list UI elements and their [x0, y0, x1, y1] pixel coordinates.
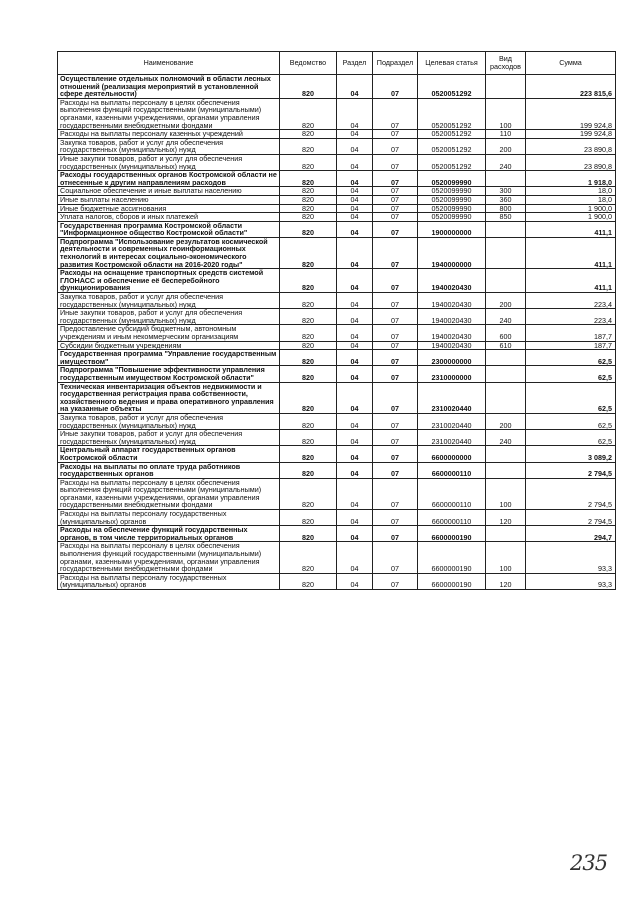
row-vedomstvo: 820 — [280, 413, 337, 429]
table-row — [58, 341, 616, 350]
row-summa: 18,0 — [526, 187, 616, 196]
table-row — [58, 462, 616, 478]
row-podrazdel: 07 — [373, 195, 418, 204]
row-vedomstvo: 820 — [280, 382, 337, 413]
row-summa: 62,5 — [526, 413, 616, 429]
table-row — [58, 413, 616, 429]
row-tselevaya-statya: 0520051292 — [418, 130, 486, 139]
row-vid-raskhodov — [486, 382, 526, 413]
row-razdel: 04 — [337, 478, 373, 509]
row-vedomstvo: 820 — [280, 213, 337, 222]
row-summa: 93,3 — [526, 542, 616, 573]
row-name: Предоставление субсидий бюджетным, автономным учреждениям и иным некоммерческим организациям — [58, 325, 280, 341]
row-summa: 1 918,0 — [526, 171, 616, 187]
row-razdel: 04 — [337, 510, 373, 526]
row-podrazdel: 07 — [373, 382, 418, 413]
row-name: Осуществление отдельных полномочий в области лесных отношений (реализация мероприятий в установленной сфере деятельности) — [58, 75, 280, 99]
row-razdel: 04 — [337, 187, 373, 196]
row-vid-raskhodov: 200 — [486, 293, 526, 309]
row-podrazdel: 07 — [373, 430, 418, 446]
row-razdel: 04 — [337, 413, 373, 429]
row-vid-raskhodov — [486, 446, 526, 462]
table-row — [58, 382, 616, 413]
row-podrazdel: 07 — [373, 98, 418, 129]
row-razdel: 04 — [337, 269, 373, 293]
row-razdel: 04 — [337, 293, 373, 309]
row-razdel: 04 — [337, 542, 373, 573]
row-razdel: 04 — [337, 341, 373, 350]
row-vedomstvo: 820 — [280, 269, 337, 293]
table-row — [58, 237, 616, 268]
table-row — [58, 138, 616, 154]
table-row — [58, 573, 616, 589]
page-number-text: 235 — [570, 851, 608, 875]
row-razdel: 04 — [337, 446, 373, 462]
row-vid-raskhodov — [486, 237, 526, 268]
row-razdel: 04 — [337, 430, 373, 446]
row-tselevaya-statya: 0520099990 — [418, 187, 486, 196]
row-podrazdel: 07 — [373, 293, 418, 309]
row-summa: 3 089,2 — [526, 446, 616, 462]
table-row — [58, 325, 616, 341]
row-podrazdel: 07 — [373, 325, 418, 341]
row-summa: 62,5 — [526, 366, 616, 382]
row-name: Расходы на обеспечение функций государственных органов, в том числе территориальных органов — [58, 526, 280, 542]
row-name: Расходы на выплаты по оплате труда работников государственных органов — [58, 462, 280, 478]
row-tselevaya-statya: 6600000190 — [418, 526, 486, 542]
row-razdel: 04 — [337, 75, 373, 99]
table-row — [58, 542, 616, 573]
row-vid-raskhodov: 100 — [486, 478, 526, 509]
row-vedomstvo: 820 — [280, 542, 337, 573]
row-podrazdel: 07 — [373, 237, 418, 268]
row-name: Уплата налогов, сборов и иных платежей — [58, 213, 280, 222]
row-vid-raskhodov: 120 — [486, 510, 526, 526]
row-tselevaya-statya: 0520099990 — [418, 171, 486, 187]
row-razdel: 04 — [337, 325, 373, 341]
row-name: Расходы государственных органов Костромской области не отнесенные к другим направлениям расходов — [58, 171, 280, 187]
row-vid-raskhodov — [486, 526, 526, 542]
row-name: Расходы на оснащение транспортных средств системой ГЛОНАСС и обеспечение её бесперебойного функционирования — [58, 269, 280, 293]
row-podrazdel: 07 — [373, 130, 418, 139]
row-tselevaya-statya: 1940000000 — [418, 237, 486, 268]
row-razdel: 04 — [337, 526, 373, 542]
row-podrazdel: 07 — [373, 462, 418, 478]
row-podrazdel: 07 — [373, 446, 418, 462]
header-summa: Сумма — [526, 52, 616, 75]
row-tselevaya-statya: 0520099990 — [418, 204, 486, 213]
row-vedomstvo: 820 — [280, 154, 337, 170]
row-summa: 2 794,5 — [526, 478, 616, 509]
table-row — [58, 221, 616, 237]
row-name: Иные закупки товаров, работ и услуг для обеспечения государственных (муниципальных) нужд — [58, 430, 280, 446]
row-podrazdel: 07 — [373, 204, 418, 213]
row-name: Субсидии бюджетным учреждениям — [58, 341, 280, 350]
row-tselevaya-statya: 6600000190 — [418, 573, 486, 589]
row-vedomstvo: 820 — [280, 446, 337, 462]
row-vedomstvo: 820 — [280, 293, 337, 309]
row-summa: 62,5 — [526, 350, 616, 366]
row-tselevaya-statya: 0520099990 — [418, 213, 486, 222]
row-vid-raskhodov — [486, 366, 526, 382]
row-vid-raskhodov: 110 — [486, 130, 526, 139]
row-name: Иные бюджетные ассигнования — [58, 204, 280, 213]
row-razdel: 04 — [337, 138, 373, 154]
row-tselevaya-statya: 2310020440 — [418, 382, 486, 413]
row-vedomstvo: 820 — [280, 478, 337, 509]
row-tselevaya-statya: 1940020430 — [418, 293, 486, 309]
budget-table-sheet — [57, 51, 615, 590]
row-tselevaya-statya: 1940020430 — [418, 341, 486, 350]
row-tselevaya-statya: 1940020430 — [418, 325, 486, 341]
table-row — [58, 510, 616, 526]
row-razdel: 04 — [337, 130, 373, 139]
row-vedomstvo: 820 — [280, 138, 337, 154]
row-tselevaya-statya: 6600000110 — [418, 510, 486, 526]
row-razdel: 04 — [337, 221, 373, 237]
table-row — [58, 75, 616, 99]
row-vid-raskhodov: 240 — [486, 430, 526, 446]
row-name: Социальное обеспечение и иные выплаты населению — [58, 187, 280, 196]
row-tselevaya-statya: 0520051292 — [418, 138, 486, 154]
table-row — [58, 269, 616, 293]
row-vedomstvo: 820 — [280, 204, 337, 213]
row-summa: 199 924,8 — [526, 130, 616, 139]
row-vid-raskhodov: 100 — [486, 98, 526, 129]
row-summa: 187,7 — [526, 341, 616, 350]
row-tselevaya-statya: 1940020430 — [418, 269, 486, 293]
table-row — [58, 187, 616, 196]
row-vedomstvo: 820 — [280, 195, 337, 204]
row-vedomstvo: 820 — [280, 510, 337, 526]
row-razdel: 04 — [337, 237, 373, 268]
row-podrazdel: 07 — [373, 542, 418, 573]
row-name: Закупка товаров, работ и услуг для обеспечения государственных (муниципальных) нужд — [58, 293, 280, 309]
row-name: Подпрограмма "Повышение эффективности управления государственным имуществом Костромской области" — [58, 366, 280, 382]
row-summa: 1 900,0 — [526, 213, 616, 222]
row-razdel: 04 — [337, 462, 373, 478]
table-row — [58, 526, 616, 542]
row-podrazdel: 07 — [373, 526, 418, 542]
row-tselevaya-statya: 6600000190 — [418, 542, 486, 573]
row-podrazdel: 07 — [373, 269, 418, 293]
row-razdel: 04 — [337, 204, 373, 213]
row-razdel: 04 — [337, 171, 373, 187]
row-vid-raskhodov: 120 — [486, 573, 526, 589]
row-vid-raskhodov — [486, 221, 526, 237]
row-name: Иные выплаты населению — [58, 195, 280, 204]
row-tselevaya-statya: 6600000000 — [418, 446, 486, 462]
row-name: Расходы на выплаты персоналу в целях обеспечения выполнения функций государственными (муниципальными) органами, казенными учреждениями, органами управления государственными внебюджетными фондами — [58, 98, 280, 129]
header-vid-raskhodov: Вид расходов — [486, 52, 526, 75]
row-vedomstvo: 820 — [280, 325, 337, 341]
row-tselevaya-statya: 1900000000 — [418, 221, 486, 237]
row-podrazdel: 07 — [373, 187, 418, 196]
row-podrazdel: 07 — [373, 154, 418, 170]
row-summa: 2 794,5 — [526, 462, 616, 478]
row-vid-raskhodov: 360 — [486, 195, 526, 204]
table-row — [58, 293, 616, 309]
row-vid-raskhodov: 300 — [486, 187, 526, 196]
header-podrazdel: Подраздел — [373, 52, 418, 75]
row-vid-raskhodov: 200 — [486, 413, 526, 429]
row-summa: 62,5 — [526, 430, 616, 446]
table-row — [58, 130, 616, 139]
row-summa: 23 890,8 — [526, 138, 616, 154]
row-name: Техническая инвентаризация объектов недвижимости и государственная регистрация права собственности, хозяйственного ведения и права оперативного управления на указанные объекты — [58, 382, 280, 413]
row-summa: 62,5 — [526, 382, 616, 413]
table-row — [58, 430, 616, 446]
table-row — [58, 478, 616, 509]
row-vid-raskhodov: 100 — [486, 542, 526, 573]
row-summa: 187,7 — [526, 325, 616, 341]
row-podrazdel: 07 — [373, 171, 418, 187]
row-vedomstvo: 820 — [280, 430, 337, 446]
row-podrazdel: 07 — [373, 510, 418, 526]
row-tselevaya-statya: 6600000110 — [418, 462, 486, 478]
row-vedomstvo: 820 — [280, 526, 337, 542]
row-vedomstvo: 820 — [280, 350, 337, 366]
row-summa: 223 815,6 — [526, 75, 616, 99]
row-vid-raskhodov: 850 — [486, 213, 526, 222]
header-razdel: Раздел — [337, 52, 373, 75]
row-summa: 223,4 — [526, 309, 616, 325]
row-tselevaya-statya: 0520051292 — [418, 154, 486, 170]
row-summa: 411,1 — [526, 269, 616, 293]
row-vedomstvo: 820 — [280, 462, 337, 478]
row-vid-raskhodov — [486, 462, 526, 478]
row-vedomstvo: 820 — [280, 171, 337, 187]
table-row — [58, 171, 616, 187]
row-name: Расходы на выплаты персоналу государственных (муниципальных) органов — [58, 510, 280, 526]
row-vedomstvo: 820 — [280, 366, 337, 382]
row-summa: 411,1 — [526, 237, 616, 268]
row-vid-raskhodov — [486, 75, 526, 99]
row-name: Иные закупки товаров, работ и услуг для обеспечения государственных (муниципальных) нужд — [58, 309, 280, 325]
table-row — [58, 350, 616, 366]
row-name: Закупка товаров, работ и услуг для обеспечения государственных (муниципальных) нужд — [58, 138, 280, 154]
table-row — [58, 195, 616, 204]
row-name: Иные закупки товаров, работ и услуг для обеспечения государственных (муниципальных) нужд — [58, 154, 280, 170]
row-name: Расходы на выплаты персоналу государственных (муниципальных) органов — [58, 573, 280, 589]
handwritten-page-number — [570, 851, 618, 877]
row-tselevaya-statya: 2310020440 — [418, 413, 486, 429]
table-row — [58, 366, 616, 382]
row-vid-raskhodov — [486, 171, 526, 187]
row-tselevaya-statya: 0520099990 — [418, 195, 486, 204]
row-vedomstvo: 820 — [280, 98, 337, 129]
row-vedomstvo: 820 — [280, 237, 337, 268]
table-row — [58, 446, 616, 462]
row-tselevaya-statya: 2310020440 — [418, 430, 486, 446]
row-podrazdel: 07 — [373, 213, 418, 222]
budget-table — [57, 51, 616, 590]
row-podrazdel: 07 — [373, 138, 418, 154]
row-name: Расходы на выплаты персоналу в целях обеспечения выполнения функций государственными (муниципальными) органами, казенными учреждениями, органами управления государственными внебюджетными фондами — [58, 478, 280, 509]
row-razdel: 04 — [337, 573, 373, 589]
row-podrazdel: 07 — [373, 341, 418, 350]
row-summa: 23 890,8 — [526, 154, 616, 170]
row-podrazdel: 07 — [373, 413, 418, 429]
header-tselevaya-statya: Целевая статья — [418, 52, 486, 75]
row-vedomstvo: 820 — [280, 187, 337, 196]
row-razdel: 04 — [337, 154, 373, 170]
row-podrazdel: 07 — [373, 366, 418, 382]
row-vid-raskhodov — [486, 350, 526, 366]
row-vedomstvo: 820 — [280, 75, 337, 99]
row-vid-raskhodov: 610 — [486, 341, 526, 350]
row-name: Расходы на выплаты персоналу казенных учреждений — [58, 130, 280, 139]
row-summa: 1 900,0 — [526, 204, 616, 213]
row-razdel: 04 — [337, 98, 373, 129]
table-row — [58, 154, 616, 170]
row-summa: 411,1 — [526, 221, 616, 237]
row-podrazdel: 07 — [373, 309, 418, 325]
row-name: Центральный аппарат государственных органов Костромской области — [58, 446, 280, 462]
row-razdel: 04 — [337, 213, 373, 222]
row-podrazdel: 07 — [373, 221, 418, 237]
table-row — [58, 204, 616, 213]
row-vid-raskhodov: 600 — [486, 325, 526, 341]
row-razdel: 04 — [337, 382, 373, 413]
row-razdel: 04 — [337, 309, 373, 325]
row-vid-raskhodov: 200 — [486, 138, 526, 154]
row-razdel: 04 — [337, 350, 373, 366]
row-vid-raskhodov: 240 — [486, 154, 526, 170]
row-tselevaya-statya: 1940020430 — [418, 309, 486, 325]
row-vedomstvo: 820 — [280, 341, 337, 350]
row-summa: 199 924,8 — [526, 98, 616, 129]
row-podrazdel: 07 — [373, 75, 418, 99]
row-summa: 18,0 — [526, 195, 616, 204]
row-name: Государственная программа Костромской области "Информационное общество Костромской области" — [58, 221, 280, 237]
row-summa: 223,4 — [526, 293, 616, 309]
row-name: Расходы на выплаты персоналу в целях обеспечения выполнения функций государственными (муниципальными) органами, казенными учреждениями, органами управления государственными внебюджетными фондами — [58, 542, 280, 573]
row-podrazdel: 07 — [373, 350, 418, 366]
row-tselevaya-statya: 2300000000 — [418, 350, 486, 366]
row-vid-raskhodov: 800 — [486, 204, 526, 213]
row-razdel: 04 — [337, 195, 373, 204]
row-tselevaya-statya: 2310000000 — [418, 366, 486, 382]
row-vid-raskhodov — [486, 269, 526, 293]
row-vedomstvo: 820 — [280, 130, 337, 139]
row-razdel: 04 — [337, 366, 373, 382]
row-tselevaya-statya: 0520051292 — [418, 98, 486, 129]
row-vid-raskhodov: 240 — [486, 309, 526, 325]
header-name: Наименование — [58, 52, 280, 75]
row-name: Подпрограмма "Использование результатов космической деятельности и современных геоинформационных технологий в интересах социально-экономического развития Костромской области на 2016-2020 годы" — [58, 237, 280, 268]
table-row — [58, 309, 616, 325]
row-tselevaya-statya: 6600000110 — [418, 478, 486, 509]
header-vedomstvo: Ведомство — [280, 52, 337, 75]
row-name: Закупка товаров, работ и услуг для обеспечения государственных (муниципальных) нужд — [58, 413, 280, 429]
row-summa: 2 794,5 — [526, 510, 616, 526]
row-vedomstvo: 820 — [280, 221, 337, 237]
row-tselevaya-statya: 0520051292 — [418, 75, 486, 99]
row-summa: 294,7 — [526, 526, 616, 542]
row-podrazdel: 07 — [373, 573, 418, 589]
table-row — [58, 98, 616, 129]
row-vedomstvo: 820 — [280, 309, 337, 325]
table-row — [58, 213, 616, 222]
table-header-row — [58, 52, 616, 75]
row-podrazdel: 07 — [373, 478, 418, 509]
row-name: Государственная программа "Управление государственным имуществом" — [58, 350, 280, 366]
row-summa: 93,3 — [526, 573, 616, 589]
row-vedomstvo: 820 — [280, 573, 337, 589]
